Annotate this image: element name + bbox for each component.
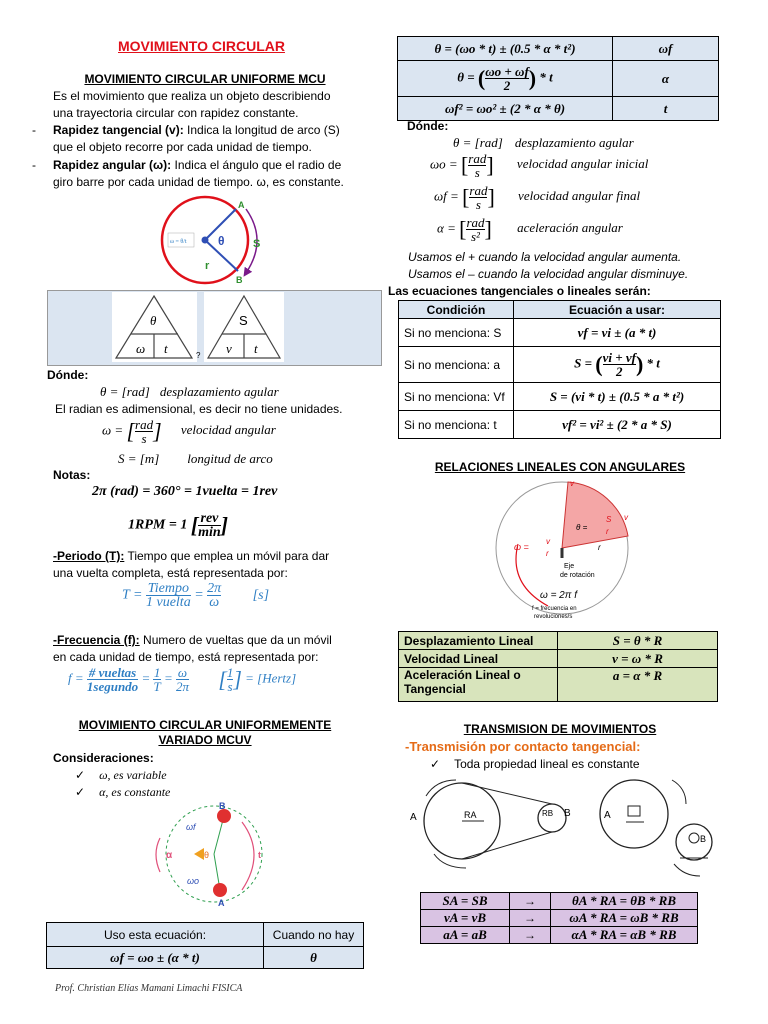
tangential-speed-line2: que el objeto recorre por cada unidad de tiempo. [53, 140, 312, 154]
right-wf-def: ωf = [ $\frac{\text{rad}}{s}$ ] velocidad angular final [434, 183, 641, 212]
mcuv-heading-line2: VARIADO MCUV [158, 733, 252, 747]
tangential-speed-line1 [53, 122, 340, 139]
periodo-label: -Periodo (T): [53, 549, 125, 563]
right-wo-den: s [474, 165, 480, 180]
relaciones-figure-w2pf: ω = 2π f [540, 590, 578, 601]
periodo-eq-unit: [s] [252, 587, 270, 603]
mcuv-figure-wo: ωo [187, 876, 200, 886]
mcu-figure-a: A [238, 200, 245, 210]
right-wf-num: rad [469, 183, 488, 198]
mcuv-eq-theta-avg-num: ωo + ωf [485, 64, 529, 79]
mcuv-eq-theta-avg-post: * t [539, 69, 553, 85]
right-alpha-den: s² [470, 229, 480, 244]
consideraciones-label: Consideraciones: [53, 751, 154, 765]
equation-no-a-num: vi + vf [602, 350, 636, 365]
s-def-lhs: S = [m] [118, 451, 160, 466]
frecuencia-eq-equals2: = [163, 670, 173, 686]
check-icon: ✓ [430, 757, 441, 771]
periodo-line2: una vuelta completa, está representada por: [53, 566, 288, 580]
transmision-right-v: ωA * RA = ωB * RB [551, 910, 698, 927]
right-theta-lhs: θ = [rad] [453, 135, 503, 150]
relaciones-figure-eje1: Eje [564, 563, 575, 570]
usage-head-1: Uso esta ecuación: [47, 923, 264, 947]
frecuencia-eq-unit-num: 1 [226, 665, 234, 680]
triangle1-top: θ [150, 313, 157, 328]
mcuv-eq-omega-sq-missing: t [613, 97, 719, 121]
right-alpha-num: rad [466, 215, 485, 230]
angular-speed-label: Rapidez angular (ω): [53, 158, 172, 172]
condition-table [398, 300, 721, 439]
periodo-eq-equals: = [194, 587, 204, 603]
relaciones-figure [488, 474, 636, 622]
triangle1-right: t [164, 341, 168, 356]
mcuv-figure-wf: ωf [186, 822, 196, 832]
tangential-speed-label: Rapidez tangencial (v): [53, 123, 184, 137]
transmision-property [430, 756, 640, 773]
mcuv-heading-line1: MOVIMIENTO CIRCULAR UNIFORMEMENTE [78, 718, 332, 732]
mcu-circle-figure [150, 195, 272, 287]
triangle1-left: ω [136, 341, 146, 356]
condition-no-a: Si no menciona: a [399, 347, 514, 383]
frecuencia-eq-den2: T [153, 679, 161, 694]
equation-no-a-post: * t [646, 355, 660, 371]
frecuencia-eq-num3: ω [177, 665, 188, 680]
transmision-subheading: -Transmisión por contacto tangencial: [405, 739, 641, 754]
theta-def [100, 383, 279, 400]
frecuencia-eq-den3: 2π [175, 679, 189, 694]
right-wf-rhs: velocidad angular final [518, 188, 641, 204]
mcu-figure-b: B [236, 275, 243, 285]
equation-no-t: vf² = vi² ± (2 * a * S) [514, 411, 721, 439]
triangle-diagrams [112, 292, 287, 362]
omega-def: ω = [ $\frac{\text{rad}}{s}$ ] velocidad angular [102, 417, 276, 446]
mcuv-eq-theta-avg-pre: θ = [457, 69, 475, 85]
equation-no-a-den: 2 [616, 364, 623, 379]
equation-no-a: S = ( $\frac{vi + vf}{2}$ ) * t [514, 347, 721, 383]
relacion-eq-aceleracion: a = α * R [558, 668, 718, 702]
condition-no-vf: Si no menciona: Vf [399, 383, 514, 411]
relaciones-figure-theta-num: S [606, 515, 612, 524]
s-def [118, 450, 273, 467]
periodo-eq-num2: 2π [207, 581, 222, 596]
mcu-figure-r: r [205, 260, 210, 272]
right-donde-label: Dónde: [407, 119, 449, 133]
tangenciales-intro: Las ecuaciones tangenciales o lineales serán: [388, 284, 651, 298]
relacion-label-desplazamiento: Desplazamiento Lineal [399, 632, 558, 650]
frecuencia-line1 [53, 632, 332, 649]
rpm-den: min [198, 525, 221, 540]
mcuv-equations-table [397, 36, 719, 121]
transmision-left-a: aA = aB [421, 927, 510, 944]
condition-no-s: Si no menciona: S [399, 319, 514, 347]
mcuv-eq-theta-avg-den: 2 [503, 78, 511, 93]
right-alpha-rhs: aceleración angular [517, 220, 623, 236]
frecuencia-eq-num1: # vueltas [88, 665, 137, 680]
transmision-figure-b: B [564, 808, 571, 819]
theta-def-rhs: desplazamiento agular [159, 384, 279, 399]
relaciones-figure-theta-eq: θ = [576, 523, 588, 532]
right-alpha-def: α = [ $\frac{\text{rad}}{\text{s²}}$ ] aceleración angular [437, 215, 623, 244]
mcuv-eq-theta-avg: θ = ( $\frac{\omega o + \omega f}{2}$ ) * t [398, 61, 613, 97]
periodo-eq-den2: ω [209, 595, 220, 610]
frecuencia-eq-den1: 1segundo [86, 679, 139, 694]
frecuencia-text1: Numero de vueltas que da un móvil [139, 633, 332, 647]
mcu-figure-theta: θ [218, 234, 225, 248]
transmision-left-v: vA = vB [421, 910, 510, 927]
triangle-missing-mark: ? [196, 351, 201, 360]
relaciones-figure-theta-den: r [606, 527, 609, 536]
triangle2-right: t [254, 341, 258, 356]
usage-head-2: Cuando no hay [264, 923, 364, 947]
right-wo-def: ωo = [ $\frac{\text{rad}}{s}$ ] velocidad angular inicial [430, 151, 649, 180]
rpm-num: rev [198, 512, 221, 526]
transmision-figure-rb: RB [542, 809, 554, 818]
mcu-intro-line2: una trayectoria circular con rapidez constante. [53, 106, 299, 120]
consideracion-2 [75, 784, 170, 801]
usamos-minus: Usamos el – cuando la velocidad angular disminuye. [408, 267, 689, 281]
rpm-lhs: 1RPM = 1 [128, 517, 188, 533]
relaciones-figure-w-den: r [546, 549, 549, 558]
check-icon: ✓ [75, 785, 86, 799]
periodo-eq-den1: 1 vuelta [145, 595, 191, 610]
relacion-label-velocidad: Velocidad Lineal [399, 650, 558, 668]
usage-missing-var: θ [264, 947, 364, 969]
triangle2-top: S [239, 313, 248, 328]
theta-def-lhs: θ = [rad] [100, 384, 150, 399]
angular-speed-text1: Indica el ángulo que el radio de [171, 158, 342, 172]
s-def-rhs: longitud de arco [187, 451, 273, 466]
right-wo-lhs: ωo = [430, 156, 458, 172]
check-icon: ✓ [75, 768, 86, 782]
consideracion-2-text: α, es constante [99, 785, 171, 799]
mcu-heading: MOVIMIENTO CIRCULAR UNIFORME MCU [84, 72, 326, 86]
transmision-right-a: αA * RA = αB * RB [551, 927, 698, 944]
notas-label: Notas: [53, 468, 91, 482]
equation-no-a-pre: S = [574, 355, 592, 371]
relaciones-figure-eje2: de rotación [560, 572, 595, 579]
periodo-equation [122, 582, 269, 609]
omega-def-lhs: ω = [102, 422, 124, 438]
relaciones-figure-w-num: v [546, 537, 550, 546]
transmision-table [420, 892, 698, 944]
footer: Prof. Christian Elías Mamani Limachi FISICA [55, 983, 243, 994]
relaciones-figure-r: r [598, 543, 601, 552]
right-wo-num: rad [468, 151, 487, 166]
relaciones-figure-w-eq: ω = [514, 542, 529, 552]
frecuencia-label: -Frecuencia (f): [53, 633, 140, 647]
arrow-icon: → [510, 910, 551, 927]
donde-label: Dónde: [47, 368, 89, 382]
frecuencia-eq-unit: = [Hertz] [245, 670, 297, 686]
mcuv-usage-table [46, 922, 364, 969]
omega-unit-den: s [141, 431, 147, 446]
right-theta-def [453, 134, 634, 151]
right-alpha-lhs: α = [437, 220, 456, 236]
mcuv-eq-theta: θ = (ωo * t) ± (0.5 * α * t²) [398, 37, 613, 61]
bullet-dash: - [32, 158, 36, 172]
angular-speed-line1 [53, 157, 341, 174]
arrow-icon: → [510, 927, 551, 944]
equation-no-s: vf = vi ± (a * t) [514, 319, 721, 347]
transmision-figure-b2: B [700, 834, 707, 844]
mcuv-figure [132, 800, 267, 906]
arrow-icon: → [510, 893, 551, 910]
mcu-intro-line1: Es el movimiento que realiza un objeto describiendo [53, 89, 331, 103]
transmision-left-s: SA = SB [421, 893, 510, 910]
mcuv-eq-omega-sq: ωf² = ωo² ± (2 * α * θ) [398, 97, 613, 121]
page-title: MOVIMIENTO CIRCULAR [118, 38, 285, 54]
nota-equivalence: 2π (rad) = 360° = 1vuelta = 1rev [92, 484, 278, 499]
transmision-figure-ra: RA [464, 810, 477, 820]
nota-rpm: 1RPM = 1 [ $\frac{\text{rev}}{\min}$ ] [128, 511, 229, 540]
bullet-dash: - [32, 123, 36, 137]
mcuv-figure-a: A [218, 898, 225, 906]
consideracion-1-text: ω, es variable [99, 768, 167, 782]
relacion-eq-desplazamiento: S = θ * R [558, 632, 718, 650]
tangential-speed-text1: Indica la longitud de arco (S) [183, 123, 340, 137]
mcuv-eq-theta-missing: ωf [613, 37, 719, 61]
relaciones-figure-v: v [570, 479, 574, 488]
omega-def-rhs: velocidad angular [180, 422, 276, 438]
right-wf-den: s [475, 197, 481, 212]
transmision-figure-a: A [410, 812, 417, 823]
consideracion-1 [75, 767, 167, 784]
condition-head: Condición [399, 301, 514, 319]
transmision-property-text: Toda propiedad lineal es constante [454, 757, 640, 771]
transmision-right-s: θA * RA = θB * RB [551, 893, 698, 910]
relaciones-heading: RELACIONES LINEALES CON ANGULARES [434, 460, 686, 474]
relaciones-table [398, 631, 718, 702]
right-theta-rhs: desplazamiento agular [514, 135, 634, 150]
periodo-eq-num1: Tiempo [147, 581, 189, 596]
mcuv-figure-b: B [219, 801, 226, 811]
periodo-line1 [53, 548, 329, 565]
relaciones-figure-v2: v [624, 513, 628, 522]
mcu-figure-formula: ω = θ/t [170, 239, 187, 245]
usage-equation: ωf = ωo ± (α * t) [47, 947, 264, 969]
frecuencia-line2: en cada unidad de tiempo, está representada por: [53, 650, 319, 664]
mcuv-eq-theta-avg-missing: α [613, 61, 719, 97]
radian-note: El radian es adimensional, es decir no tiene unidades. [55, 402, 343, 416]
mcuv-figure-theta: θ [204, 850, 210, 860]
periodo-eq-lhs: T = [122, 587, 143, 603]
mcu-figure-s: S [253, 238, 261, 250]
frecuencia-eq-unit-den: s [227, 679, 233, 694]
triangle2-left: v [226, 341, 232, 356]
usamos-plus: Usamos el + cuando la velocidad angular aumenta. [408, 250, 682, 264]
relacion-eq-velocidad: v = ω * R [558, 650, 718, 668]
transmision-figure-a2: A [604, 810, 611, 821]
periodo-text1: Tiempo que emplea un móvil para dar [124, 549, 330, 563]
right-wf-lhs: ωf = [434, 188, 459, 204]
angular-speed-line2: giro barre por cada unidad de tiempo. ω, es constante. [53, 175, 344, 189]
omega-unit-num: rad [135, 417, 154, 432]
frecuencia-equation: f = $\frac{\text{\# vueltas}}{\text{1segundo}}$ = $\frac{1}{T}$ = $\frac{\omega}{2\pi}$ [ $\frac{1}{s}$ ] = [Hertz] [68, 665, 297, 694]
mcuv-figure-alpha: α [166, 850, 173, 861]
right-wo-rhs: velocidad angular inicial [516, 156, 649, 172]
frecuencia-eq-num2: 1 [153, 665, 161, 680]
equation-no-vf: S = (vi * t) ± (0.5 * a * t²) [514, 383, 721, 411]
equation-head: Ecuación a usar: [514, 301, 721, 319]
relaciones-figure-f-note1: f = frecuencia en [532, 606, 577, 612]
frecuencia-eq-lhs: f = [68, 670, 84, 686]
condition-no-t: Si no menciona: t [399, 411, 514, 439]
relaciones-figure-f-note2: revoluciones/s [534, 614, 573, 620]
transmision-heading: TRANSMISION DE MOVIMIENTOS [463, 722, 657, 736]
transmision-figure [404, 776, 724, 884]
frecuencia-eq-equals1: = [141, 670, 151, 686]
relacion-label-aceleracion: Aceleración Lineal o Tangencial [399, 668, 558, 702]
mcuv-figure-t: t [258, 850, 261, 860]
